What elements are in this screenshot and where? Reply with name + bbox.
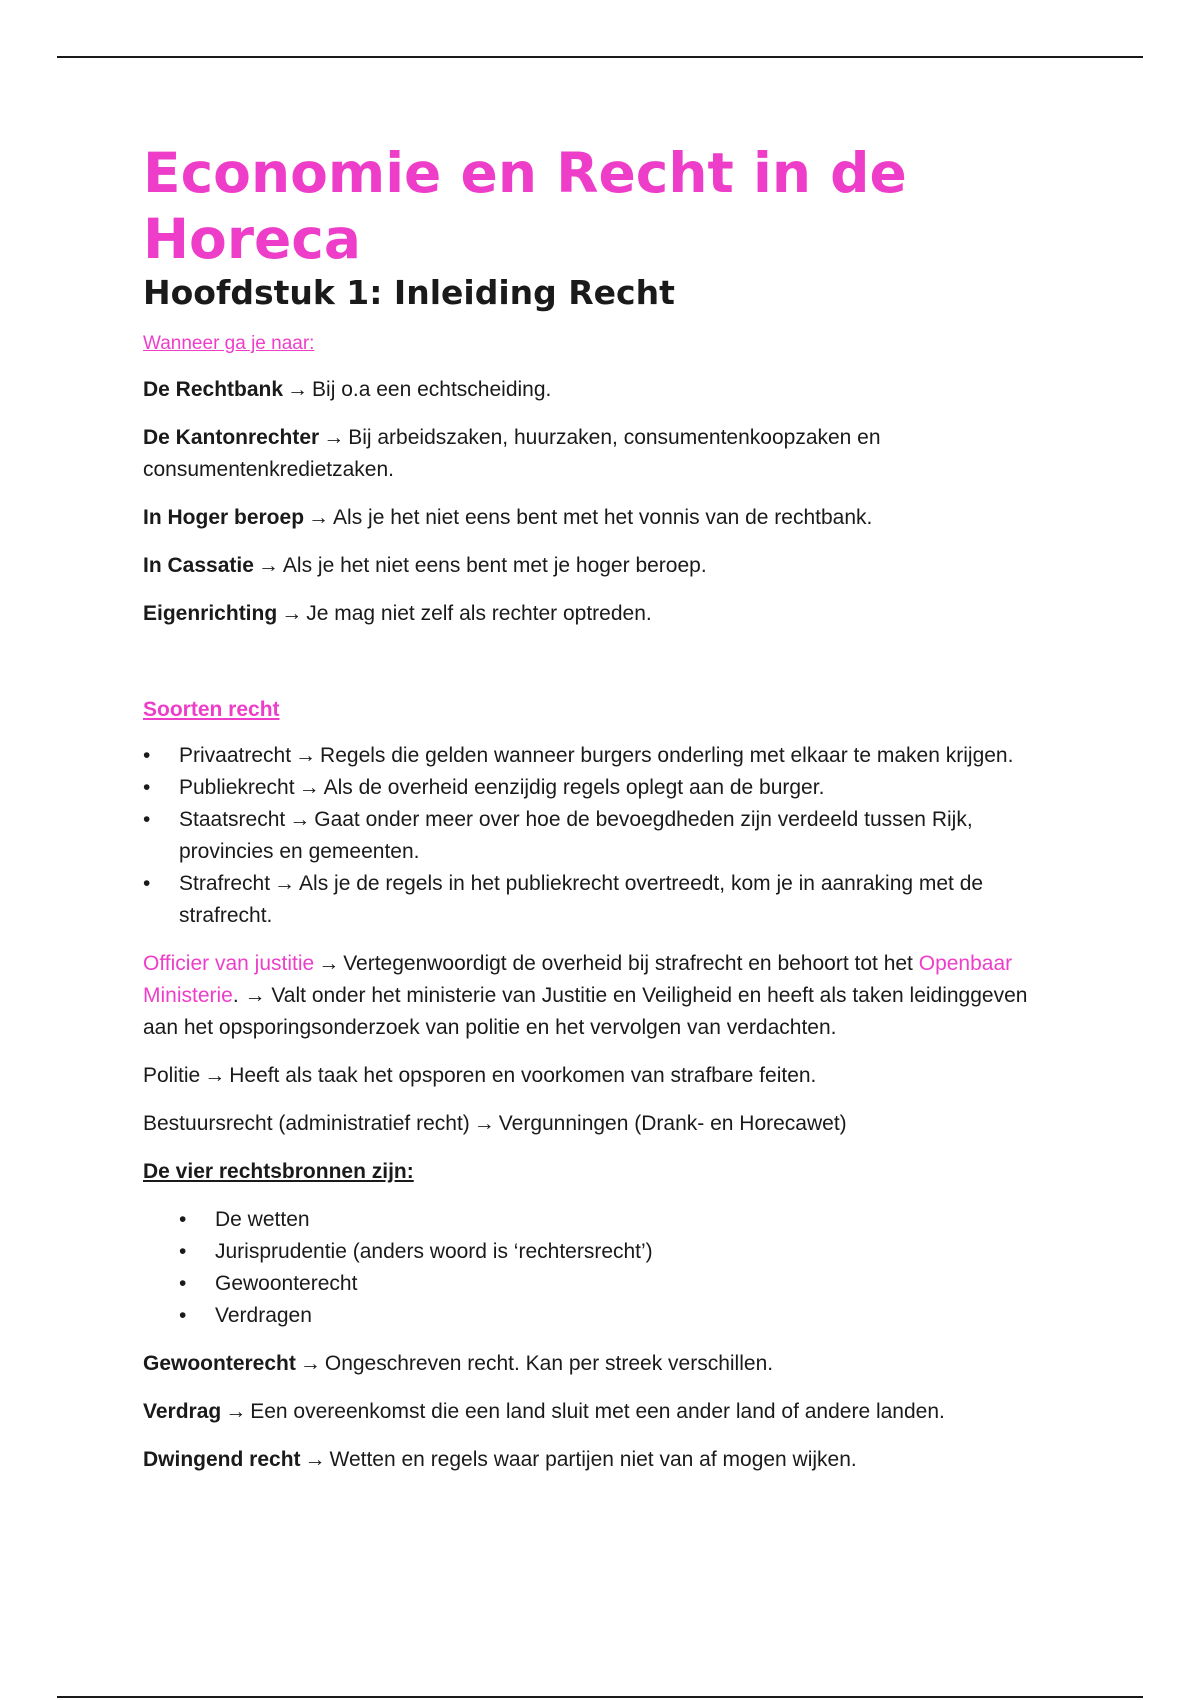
definition-term: Gewoonterecht <box>143 1352 296 1375</box>
bestuursrecht-desc: Vergunningen (Drank- en Horecawet) <box>498 1112 847 1135</box>
top-rule <box>57 56 1143 58</box>
type-term: Staatsrecht <box>179 808 286 831</box>
court-term: Eigenrichting <box>143 602 278 625</box>
source-label: Gewoonterecht <box>215 1272 358 1295</box>
list-item <box>143 1268 1043 1300</box>
bestuursrecht-term: Bestuursrecht (administratief recht) <box>143 1112 470 1135</box>
list-item <box>143 1300 1043 1332</box>
definition-desc: Ongeschreven recht. Kan per streek verschillen. <box>324 1352 774 1375</box>
bullet-icon: • <box>143 776 151 799</box>
definition-term: Dwingend recht <box>143 1448 301 1471</box>
list-item <box>143 1204 1043 1236</box>
bottom-rule <box>57 1696 1143 1698</box>
bullet-icon: • <box>143 808 151 831</box>
courts-list <box>143 374 1043 630</box>
chapter-subtitle: Hoofdstuk 1: Inleiding Recht <box>143 273 675 312</box>
court-item <box>143 598 1043 630</box>
spacer <box>143 646 1043 694</box>
officier-desc: Vertegenwoordigt de overheid bij strafrecht en behoort tot het <box>343 952 913 975</box>
arrow-icon: → <box>274 872 296 895</box>
arrow-icon: → <box>308 506 330 529</box>
arrow-icon: → <box>299 1352 321 1375</box>
bullet-icon: • <box>143 744 151 767</box>
type-term: Publiekrecht <box>179 776 295 799</box>
court-desc: Je mag niet zelf als rechter optreden. <box>306 602 652 625</box>
bullet-icon: • <box>179 1304 187 1327</box>
arrow-icon: → <box>298 776 320 799</box>
arrow-icon: → <box>281 602 303 625</box>
arrow-icon: → <box>304 1448 326 1471</box>
arrow-icon: → <box>295 744 317 767</box>
court-item <box>143 374 1043 406</box>
bullet-icon: • <box>143 872 151 895</box>
arrow-icon: → <box>323 426 345 449</box>
court-item <box>143 550 1043 582</box>
title-line-2: Horeca <box>143 207 361 271</box>
list-item <box>143 804 1043 868</box>
title-line-1: Economie en Recht in de <box>143 141 907 205</box>
definition-term: Verdrag <box>143 1400 222 1423</box>
sources-heading: De vier rechtsbronnen zijn: <box>143 1160 414 1183</box>
court-term: In Hoger beroep <box>143 506 305 529</box>
bullet-icon: • <box>179 1240 187 1263</box>
court-desc: Als je het niet eens bent met je hoger beroep. <box>282 554 707 577</box>
source-label: Jurisprudentie (anders woord is ‘rechtersrecht’) <box>215 1240 653 1263</box>
court-item <box>143 502 1043 534</box>
types-heading: Soorten recht <box>143 698 280 721</box>
court-term: In Cassatie <box>143 554 254 577</box>
bullet-icon: • <box>179 1208 187 1231</box>
type-desc: Als de overheid eenzijdig regels oplegt aan de burger. <box>323 776 825 799</box>
definition-item <box>143 1444 1043 1476</box>
arrow-icon: → <box>225 1400 247 1423</box>
court-term: De Rechtbank <box>143 378 284 401</box>
list-item <box>143 740 1043 772</box>
sources-list <box>143 1204 1043 1332</box>
politie-desc: Heeft als taak het opsporen en voorkomen van strafbare feiten. <box>229 1064 817 1087</box>
source-label: Verdragen <box>215 1304 312 1327</box>
list-item <box>143 1236 1043 1268</box>
arrow-icon: → <box>289 808 311 831</box>
source-label: De wetten <box>215 1208 310 1231</box>
definition-item <box>143 1396 1043 1428</box>
court-desc: Bij o.a een echtscheiding. <box>312 378 552 401</box>
court-desc: Als je het niet eens bent met het vonnis van de rechtbank. <box>333 506 873 529</box>
type-term: Privaatrecht <box>179 744 292 767</box>
definition-item <box>143 1348 1043 1380</box>
arrow-icon: → <box>318 952 340 975</box>
politie-term: Politie <box>143 1064 201 1087</box>
arrow-icon: → <box>257 554 279 577</box>
openbaar-ministerie-term: Openbaar Ministerie <box>143 952 1013 1007</box>
arrow-icon: → <box>287 378 309 401</box>
definition-desc: Een overeenkomst die een land sluit met een ander land of andere landen. <box>250 1400 945 1423</box>
bullet-icon: • <box>179 1272 187 1295</box>
type-desc: Gaat onder meer over hoe de bevoegdheden zijn verdeeld tussen Rijk, provincies en gemeenten. <box>179 808 973 863</box>
when-heading: Wanneer ga je naar: <box>143 333 315 354</box>
court-term: De Kantonrechter <box>143 426 320 449</box>
officier-term: Officier van justitie <box>143 952 315 975</box>
officier-paragraph <box>143 948 1043 1044</box>
type-desc: Als je de regels in het publiekrecht overtreedt, kom je in aanraking met de strafrecht. <box>179 872 984 927</box>
court-item <box>143 422 1043 486</box>
officier-desc-2: . → Valt onder het ministerie van Justitie en Veiligheid en heeft als taken leidinggeven aan het opsporingsonderzoek van politie en het vervolgen van verdachten. <box>143 984 1028 1039</box>
arrow-icon: → <box>204 1064 226 1087</box>
arrow-icon: → <box>473 1112 495 1135</box>
court-desc: Bij arbeidszaken, huurzaken, consumentenkoopzaken en consumentenkredietzaken. <box>143 426 881 481</box>
types-list <box>143 740 1043 932</box>
definition-desc: Wetten en regels waar partijen niet van af mogen wijken. <box>329 1448 857 1471</box>
type-term: Strafrecht <box>179 872 271 895</box>
bestuursrecht-paragraph <box>143 1108 1043 1140</box>
politie-paragraph <box>143 1060 1043 1092</box>
document-body <box>143 140 1043 1492</box>
list-item <box>143 868 1043 932</box>
document-title <box>143 140 1043 272</box>
type-desc: Regels die gelden wanneer burgers onderling met elkaar te maken krijgen. <box>320 744 1014 767</box>
list-item <box>143 772 1043 804</box>
